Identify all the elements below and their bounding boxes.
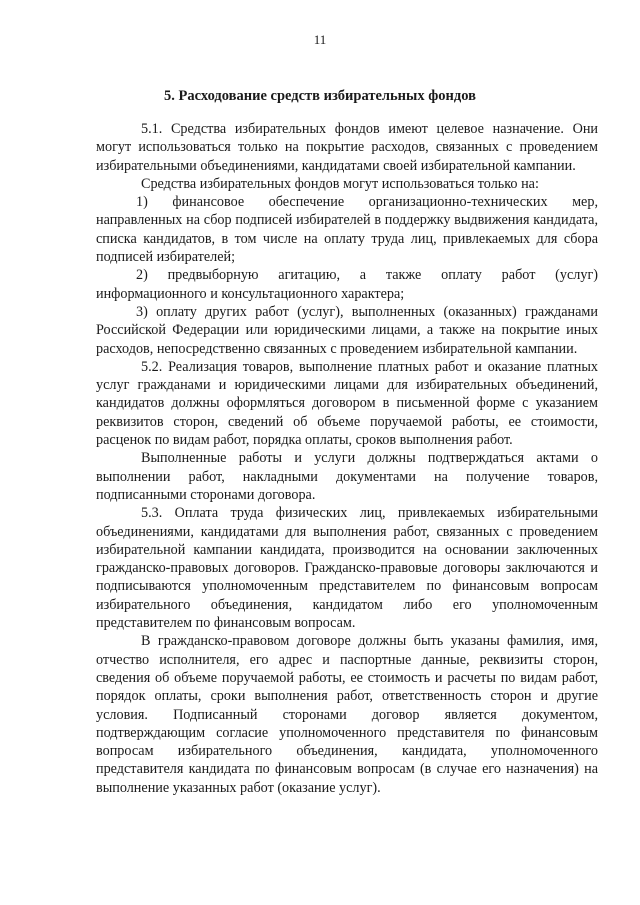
list-item-3: 3) оплату других работ (услуг), выполненных (оказанных) гражданами Российской Федерации или юридическими лицами, а также на покрытие иных расходов, непосредственно связанных с проведением избирательной кампании. [96, 303, 598, 357]
paragraph-contract-requirements: В гражданско-правовом договоре должны быть указаны фамилия, имя, отчество исполнителя, его адрес и паспортные данные, реквизиты сторон, сведения об объеме поручаемой работы, ее стоимость и расчеты по видам работ, порядок оплаты, сроки выполнения работ, ответственность сторон и другие условия. Подписанный сторонами договор является документом, подтверждающим согласие уполномоченного представителя по финансовым вопросам избирательного объединения, кандидата, уполномоченного представителя кандидата по финансовым вопросам (в случае его назначения) на выполнение указанных работ (оказание услуг). [96, 633, 598, 796]
list-item-2: 2) предвыборную агитацию, а также оплату работ (услуг) информационного и консультационного характера; [96, 267, 598, 302]
list-item-1: 1) финансовое обеспечение организационно-технических мер, направленных на сбор подписей избирателей в поддержку выдвижения кандидата, списка кандидатов, в том числе на оплату труда лиц, привлекаемых для сбора подписей избирателей; [96, 194, 598, 266]
paragraph-5-3: 5.3. Оплата труда физических лиц, привлекаемых избирательными объединениями, кандидатами для выполнения работ, связанных с проведением избирательной кампании кандидата, производится на основании заключенных гражданско-правовых договоров. Гражданско-правовые договоры заключаются и подписываются уполномоченным представителем по финансовым вопросам избирательного объединения, кандидатом либо его уполномоченным представителем по финансовым вопросам. [96, 505, 598, 632]
paragraph-funds-use-intro: Средства избирательных фондов могут использоваться только на: [141, 175, 539, 192]
page-number: 11 [313, 32, 327, 47]
paragraph-5-2: 5.2. Реализация товаров, выполнение платных работ и оказание платных услуг гражданами и юридическими лицами для избирательных объединений, кандидатов должны оформляться договором в письменной форме с указанием реквизитов сторон, сведений об объеме поручаемой работы, ее стоимости, расценок по видам работ, порядка оплаты, сроков выполнения работ. [96, 358, 598, 449]
document-body [96, 120, 598, 797]
section-title: 5. Расходование средств избирательных фондов [164, 88, 476, 104]
paragraph-5-1: 5.1. Средства избирательных фондов имеют целевое назначение. Они могут использоваться только на покрытие расходов, связанных с проведением избирательными объединениями, кандидатами своей избирательной кампании. [96, 121, 598, 174]
paragraph-acts-of-work: Выполненные работы и услуги должны подтверждаться актами о выполнении работ, накладными документами на получение товаров, подписанными сторонами договора. [96, 450, 598, 503]
